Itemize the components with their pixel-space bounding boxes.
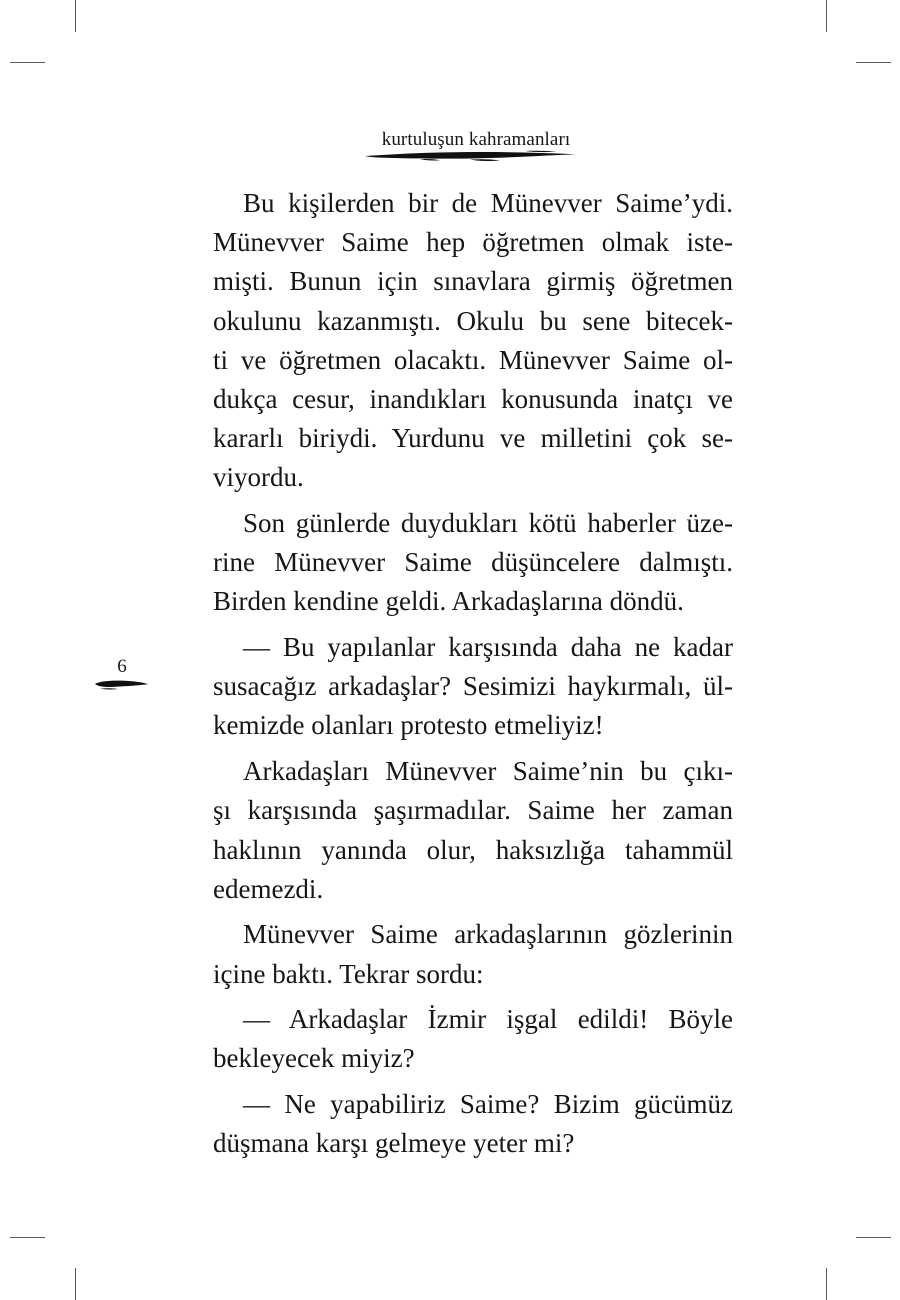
page-number: 6 bbox=[117, 656, 127, 677]
text-line: rine Münevver Saime düşüncelere dalmıştı. bbox=[213, 547, 733, 578]
text-line: viyordu. bbox=[213, 462, 304, 493]
crop-mark-bottom-right-horizontal bbox=[856, 1237, 891, 1238]
crop-mark-top-right-horizontal bbox=[856, 62, 891, 63]
text-line: kararlı biriydi. Yurdunu ve milletini çok se- bbox=[213, 423, 733, 454]
text-line: Münevver Saime arkadaşlarının gözlerinin bbox=[243, 919, 733, 950]
text-line: — Ne yapabiliriz Saime? Bizim gücümüz bbox=[243, 1089, 733, 1120]
paragraph bbox=[213, 915, 733, 993]
text-line: bekleyecek miyiz? bbox=[213, 1043, 415, 1074]
text-line: kemizde olanları protesto etmeliyiz! bbox=[213, 710, 604, 741]
body-text bbox=[213, 184, 733, 1170]
crop-mark-bottom-right-vertical bbox=[826, 1268, 827, 1300]
text-line: ti ve öğretmen olacaktı. Münevver Saime ol- bbox=[213, 344, 733, 375]
crop-mark-bottom-left-horizontal bbox=[10, 1237, 45, 1238]
text-line: Arkadaşları Münevver Saime’nin bu çıkı- bbox=[243, 756, 733, 787]
crop-mark-top-right-vertical bbox=[826, 0, 827, 32]
dialogue-paragraph bbox=[213, 1000, 733, 1078]
text-line: Bu kişilerden bir de Münevver Saime’ydi. bbox=[243, 188, 733, 218]
text-line: mişti. Bunun için sınavlara girmiş öğretmen bbox=[213, 266, 733, 297]
text-line: Birden kendine geldi. Arkadaşlarına döndü. bbox=[213, 586, 684, 617]
dialogue-paragraph bbox=[213, 1085, 733, 1163]
text-line: — Bu yapılanlar karşısında daha ne kadar bbox=[243, 632, 733, 663]
crop-mark-top-left-vertical bbox=[75, 0, 76, 32]
text-line: — Arkadaşlar İzmir işgal edildi! Böyle bbox=[243, 1004, 733, 1035]
paragraph bbox=[213, 752, 733, 909]
text-line: edemezdi. bbox=[213, 873, 324, 904]
text-line: şı karşısında şaşırmadılar. Saime her zaman bbox=[213, 795, 733, 826]
running-head-swash bbox=[365, 151, 576, 161]
text-line: haklının yanında olur, haksızlığa tahammül bbox=[213, 834, 733, 865]
text-line: susacağız arkadaşlar? Sesimizi haykırmalı, ül- bbox=[213, 671, 733, 702]
paragraph bbox=[213, 184, 733, 498]
text-line: düşmana karşı gelmeye yeter mi? bbox=[213, 1128, 575, 1159]
paragraph bbox=[213, 504, 733, 622]
text-line: içine baktı. Tekrar sordu: bbox=[213, 958, 484, 989]
crop-mark-bottom-left-vertical bbox=[75, 1268, 76, 1300]
text-line: dukça cesur, inandıkları konusunda inatçı ve bbox=[213, 383, 733, 414]
page-number-swash bbox=[95, 681, 148, 690]
text-line: Münevver Saime hep öğretmen olmak iste- bbox=[213, 227, 733, 258]
dialogue-paragraph bbox=[213, 628, 733, 746]
text-line: Son günlerde duydukları kötü haberler üze- bbox=[243, 508, 733, 538]
text-line: okulunu kazanmıştı. Okulu bu sene bitecek- bbox=[213, 305, 733, 336]
running-head: kurtuluşun kahramanları bbox=[381, 129, 571, 150]
crop-mark-top-left-horizontal bbox=[10, 62, 45, 63]
